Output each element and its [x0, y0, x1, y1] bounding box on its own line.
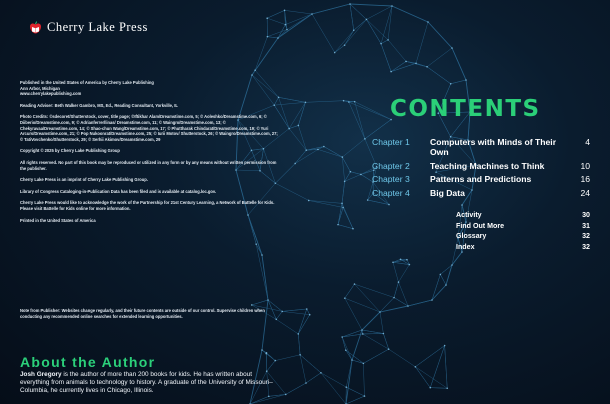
mesh-node: [451, 47, 453, 49]
mesh-line: [366, 6, 392, 19]
mesh-node: [451, 264, 453, 266]
copyright-line: Copyright © 2025 by Cherry Lake Publishing Group: [20, 148, 120, 154]
mesh-line: [295, 150, 306, 163]
mesh-line: [343, 207, 353, 228]
mesh-line: [345, 30, 354, 45]
profile-outline-segment: [352, 330, 362, 360]
mesh-line: [289, 129, 306, 151]
back-matter-title: Activity: [456, 211, 482, 219]
mesh-line: [255, 37, 267, 71]
mesh-node: [450, 83, 452, 85]
mesh-node: [461, 204, 463, 206]
chapter-title: Computers with Minds of Their Own: [430, 137, 557, 157]
mesh-node: [367, 199, 369, 201]
mesh-line: [366, 19, 381, 43]
mesh-line: [279, 97, 306, 102]
chapter-number: Chapter 3: [372, 174, 410, 185]
mesh-node: [320, 372, 322, 374]
chapter-title: Teaching Machines to Think: [430, 160, 545, 171]
chapter-page: 4: [585, 137, 590, 147]
mesh-line: [393, 262, 398, 282]
toc-activity[interactable]: [456, 210, 590, 221]
mesh-line: [324, 147, 342, 158]
mesh-line: [350, 172, 361, 175]
mesh-line: [267, 10, 284, 18]
published-block: [20, 80, 280, 97]
profile-outline-segment: [380, 306, 408, 312]
mesh-node: [337, 224, 339, 226]
mesh-node: [354, 283, 356, 285]
mesh-line: [267, 37, 278, 38]
mesh-line: [391, 61, 406, 71]
reading-adviser: Reading Adviser: Beth Walker Gambro, MS, Ed., Reading Consultant, Yorkville, IL: [20, 102, 178, 108]
mesh-node: [388, 204, 390, 206]
mesh-line: [350, 4, 354, 30]
mesh-line: [335, 30, 354, 52]
mesh-line: [262, 350, 266, 354]
mesh-node: [405, 61, 407, 63]
mesh-line: [350, 4, 366, 19]
mesh-line: [363, 363, 364, 396]
toc-chapter-2[interactable]: [372, 161, 590, 171]
mesh-line: [398, 282, 408, 306]
mesh-line: [362, 330, 383, 334]
mesh-node: [344, 297, 346, 299]
table-of-contents: [372, 137, 590, 201]
profile-outline-segment: [432, 285, 446, 300]
mesh-line: [252, 300, 268, 305]
mesh-node: [350, 171, 352, 173]
toc-find-out-more[interactable]: [456, 221, 590, 232]
mesh-node: [445, 284, 447, 286]
author-name: Josh Gregory: [20, 371, 62, 378]
mesh-line: [286, 383, 306, 394]
profile-outline-segment: [350, 4, 392, 6]
mesh-line: [321, 373, 346, 387]
profile-outline-segment: [312, 4, 350, 14]
published-line: www.cherrylakepublishing.com: [20, 91, 82, 97]
back-matter-page: 30: [582, 211, 590, 219]
chapter-number: Chapter 2: [372, 160, 410, 171]
mesh-line: [388, 40, 406, 62]
mesh-line: [354, 19, 367, 30]
mesh-line: [440, 274, 446, 285]
mesh-node: [383, 333, 385, 335]
publication-info: [20, 80, 280, 229]
mesh-line: [342, 330, 362, 337]
publisher-note: Note from Publisher: Websites change regularly, and their future contents are outside of our control. Supervise children when conducting any recommended online searches for extended learning opportunities.: [20, 308, 265, 319]
copyright-page: [20, 20, 280, 395]
mesh-line: [342, 337, 346, 350]
mesh-node: [294, 163, 296, 165]
mesh-node: [366, 19, 368, 21]
mesh-line: [256, 244, 268, 300]
mesh-node: [398, 281, 400, 283]
mesh-node: [415, 366, 417, 368]
about-author-heading: About the Author: [20, 354, 156, 370]
mesh-line: [393, 259, 401, 262]
mesh-line: [427, 67, 451, 84]
mesh-node: [297, 333, 299, 335]
mesh-line: [380, 312, 383, 334]
profile-outline-segment: [392, 6, 428, 22]
published-line: Ann Arbor, Michigan: [20, 85, 60, 91]
mesh-node: [341, 336, 343, 338]
mesh-line: [381, 6, 392, 44]
mesh-line: [307, 309, 310, 315]
mesh-node: [265, 353, 267, 355]
back-matter-page: 32: [582, 232, 590, 240]
mesh-line: [267, 361, 276, 372]
chapter-page: 10: [580, 160, 590, 171]
mesh-line: [389, 349, 416, 367]
mesh-node: [288, 128, 290, 130]
mesh-node: [251, 74, 253, 76]
chapter-page: 24: [580, 187, 590, 198]
publisher-name: Cherry Lake Press: [47, 20, 148, 34]
mesh-line: [285, 10, 312, 14]
chapter-title: Patterns and Predictions: [430, 174, 532, 185]
mesh-line: [445, 346, 448, 389]
mesh-line: [365, 120, 391, 139]
profile-outline-segment: [408, 300, 432, 306]
mesh-line: [345, 174, 361, 181]
mesh-node: [285, 394, 287, 396]
mesh-line: [391, 63, 416, 71]
mesh-node: [317, 149, 319, 151]
mesh-node: [305, 102, 307, 104]
profile-outline-segment: [278, 14, 312, 38]
mesh-line: [275, 183, 308, 200]
mesh-line: [345, 19, 367, 45]
mesh-node: [345, 386, 347, 388]
profile-outline-segment: [262, 255, 268, 300]
toc-back-matter: [456, 210, 590, 252]
mesh-node: [393, 297, 395, 299]
mesh-line: [416, 63, 427, 66]
chapter-title: Big Data: [430, 187, 465, 198]
mesh-line: [305, 101, 343, 103]
acknowledgement: Cherry Lake Press would like to acknowledge the work of the Partnership for 21st Century Learning, a Network of Battelle for Kids. Please visit Battelle for Kids online for more information.: [20, 200, 275, 211]
mesh-line: [430, 346, 444, 388]
chapter-number: Chapter 1: [372, 137, 410, 147]
mesh-node: [341, 203, 343, 205]
mesh-node: [298, 125, 300, 127]
mesh-line: [345, 298, 380, 312]
mesh-node: [268, 396, 270, 398]
mesh-node: [306, 308, 308, 310]
mesh-line: [298, 334, 300, 355]
mesh-node: [349, 3, 351, 5]
mesh-line: [345, 298, 362, 330]
mesh-node: [391, 5, 393, 7]
mesh-line: [298, 125, 306, 150]
mesh-node: [440, 274, 442, 276]
mesh-node: [345, 349, 347, 351]
mesh-line: [355, 102, 365, 139]
mesh-line: [289, 102, 305, 128]
mesh-node: [406, 259, 408, 261]
mesh-node: [360, 174, 362, 176]
mesh-line: [398, 265, 409, 283]
about-author-text: [20, 371, 275, 396]
toc-glossary[interactable]: [456, 231, 590, 242]
mesh-line: [342, 181, 345, 203]
mesh-line: [276, 319, 298, 334]
mesh-line: [393, 262, 409, 264]
mesh-line: [416, 22, 428, 63]
mesh-node: [344, 181, 346, 183]
mesh-node: [364, 395, 366, 397]
mesh-node: [311, 13, 313, 15]
mesh-line: [306, 373, 321, 383]
mesh-line: [355, 102, 391, 120]
back-matter-title: Glossary: [456, 232, 487, 240]
contents-heading: CONTENTS: [390, 96, 541, 122]
mesh-line: [394, 298, 408, 306]
mesh-line: [430, 388, 447, 389]
mesh-node: [334, 52, 336, 54]
mesh-node: [409, 264, 411, 266]
mesh-node: [343, 100, 345, 102]
publisher-logo: [29, 20, 280, 35]
mesh-node: [390, 71, 392, 73]
mesh-node: [392, 261, 394, 263]
profile-outline-segment: [446, 265, 452, 285]
mesh-node: [255, 243, 257, 245]
mesh-node: [351, 359, 353, 361]
mesh-node: [431, 299, 433, 301]
mesh-line: [312, 14, 335, 53]
mesh-node: [444, 345, 446, 347]
back-matter-title: Find Out More: [456, 221, 505, 230]
mesh-line: [352, 360, 363, 363]
mesh-line: [309, 200, 343, 207]
mesh-node: [429, 387, 431, 389]
mesh-line: [383, 334, 388, 350]
profile-outline-segment: [452, 48, 466, 80]
chapter-number: Chapter 4: [372, 187, 410, 198]
mesh-node: [342, 207, 344, 209]
mesh-line: [321, 373, 346, 404]
mesh-node: [400, 258, 402, 260]
toc-index[interactable]: [456, 242, 590, 253]
author-bio: is the author of more than 200 books for kids. He has written about everything from animals to technology to history. A graduate of the University of Missouri–Columbia, he currently lives in Chicago, Illinois.: [20, 371, 273, 395]
mesh-node: [305, 149, 307, 151]
mesh-node: [261, 349, 263, 351]
back-matter-page: 32: [582, 242, 590, 251]
mesh-line: [309, 200, 342, 203]
cataloging-statement: Library of Congress Cataloging-in-Publication Data has been filed and is available at catalog.loc.gov.: [20, 188, 217, 194]
mesh-line: [366, 19, 388, 39]
mesh-node: [261, 254, 263, 256]
toc-chapter-1[interactable]: [372, 137, 590, 157]
mesh-node: [299, 354, 301, 356]
mesh-node: [363, 363, 365, 365]
mesh-line: [250, 396, 269, 404]
mesh-node: [267, 36, 269, 38]
mesh-node: [323, 146, 325, 148]
profile-outline-segment: [362, 312, 380, 330]
mesh-node: [308, 200, 310, 202]
mesh-line: [363, 334, 389, 349]
mesh-line: [427, 48, 452, 67]
mesh-line: [346, 387, 364, 396]
mesh-node: [309, 314, 311, 316]
mesh-node: [380, 43, 382, 45]
profile-outline-segment: [428, 22, 452, 48]
mesh-line: [250, 394, 286, 404]
mesh-line: [415, 367, 430, 388]
mesh-node: [354, 101, 356, 103]
book-apple-icon: [29, 21, 42, 35]
mesh-line: [342, 337, 352, 360]
mesh-node: [379, 311, 381, 313]
mesh-node: [352, 228, 354, 230]
mesh-node: [427, 21, 429, 23]
mesh-node: [266, 17, 268, 19]
mesh-line: [335, 45, 345, 52]
toc-chapter-3[interactable]: [372, 174, 590, 184]
imprint-statement: Cherry Lake Press is an imprint of Cherry Lake Publishing Group.: [20, 177, 148, 183]
mesh-line: [318, 149, 342, 157]
mesh-line: [381, 44, 391, 72]
mesh-node: [267, 299, 269, 301]
mesh-node: [251, 304, 253, 306]
mesh-line: [363, 349, 388, 363]
mesh-node: [348, 101, 350, 103]
mesh-line: [295, 149, 318, 163]
mesh-node: [344, 44, 346, 46]
profile-outline-segment: [346, 360, 352, 404]
mesh-node: [361, 329, 363, 331]
mesh-node: [305, 382, 307, 384]
mesh-line: [342, 139, 365, 157]
mesh-line: [415, 346, 444, 367]
mesh-node: [286, 29, 288, 31]
mesh-line: [394, 282, 398, 297]
mesh-node: [285, 24, 287, 26]
mesh-node: [388, 348, 390, 350]
mesh-node: [277, 37, 279, 39]
printed-in: Printed in the United States of America: [20, 217, 96, 223]
mesh-node: [465, 79, 467, 81]
mesh-node: [426, 66, 428, 68]
mesh-line: [346, 350, 352, 360]
mesh-node: [284, 10, 286, 12]
mesh-node: [362, 333, 364, 335]
back-matter-title: Index: [456, 242, 475, 251]
toc-chapter-4[interactable]: [372, 188, 590, 198]
mesh-line: [406, 61, 416, 63]
mesh-node: [446, 387, 448, 389]
rights-statement: All rights reserved. No part of this book may be reproduced or utilized in any form or by any means without written permission from the publisher.: [20, 159, 277, 171]
mesh-line: [346, 396, 364, 404]
mesh-line: [279, 97, 290, 128]
chapter-page: 16: [580, 174, 590, 185]
published-line: Published in the United States of America by Cherry Lake Publishing: [20, 80, 154, 85]
mesh-line: [451, 80, 466, 84]
mesh-line: [388, 6, 392, 40]
mesh-line: [345, 284, 355, 298]
mesh-node: [254, 69, 256, 71]
mesh-line: [282, 309, 307, 311]
mesh-node: [274, 360, 276, 362]
mesh-line: [266, 353, 275, 361]
mesh-node: [353, 29, 355, 31]
back-matter-page: 31: [582, 221, 590, 230]
mesh-line: [338, 225, 353, 229]
photo-credits: Photo Credits: ©sdecoret/Shutterstock, cover, title page; ©Iftikhar Alam/Dreamstime.com, 5; © Aoleshko/Dreamstime.com, 6; © Diiberio/Dreamstime.com, 9; © Adrianferrerllinas/ Dreamstime.com, 11; © Waingro/Dreamstime.com, 13; © Chekyravaa/Dreamstime.com, 14; © Shao-chun Wang/Dreamstime.com, 17; © Phuttharak Chindarat/Dreamstime.com, 19; © Yuri Arcurs/Dreamstime.com, 21; © Pop Nukoonrat/Dreamstime.com, 25; © Iurii Motov/ Shutterstock, 26; © Waingro/Dreamstime.com, 27; © TatiVovchenko/Shutterstock, 29; © Serhii Akimov/Dreamstime.com, 29: [20, 114, 278, 142]
mesh-line: [298, 102, 305, 125]
mesh-node: [407, 305, 409, 307]
mesh-line: [275, 355, 300, 361]
mesh-node: [387, 39, 389, 41]
mesh-node: [281, 311, 283, 313]
mesh-node: [415, 62, 417, 64]
mesh-node: [342, 156, 344, 158]
mesh-node: [364, 138, 366, 140]
